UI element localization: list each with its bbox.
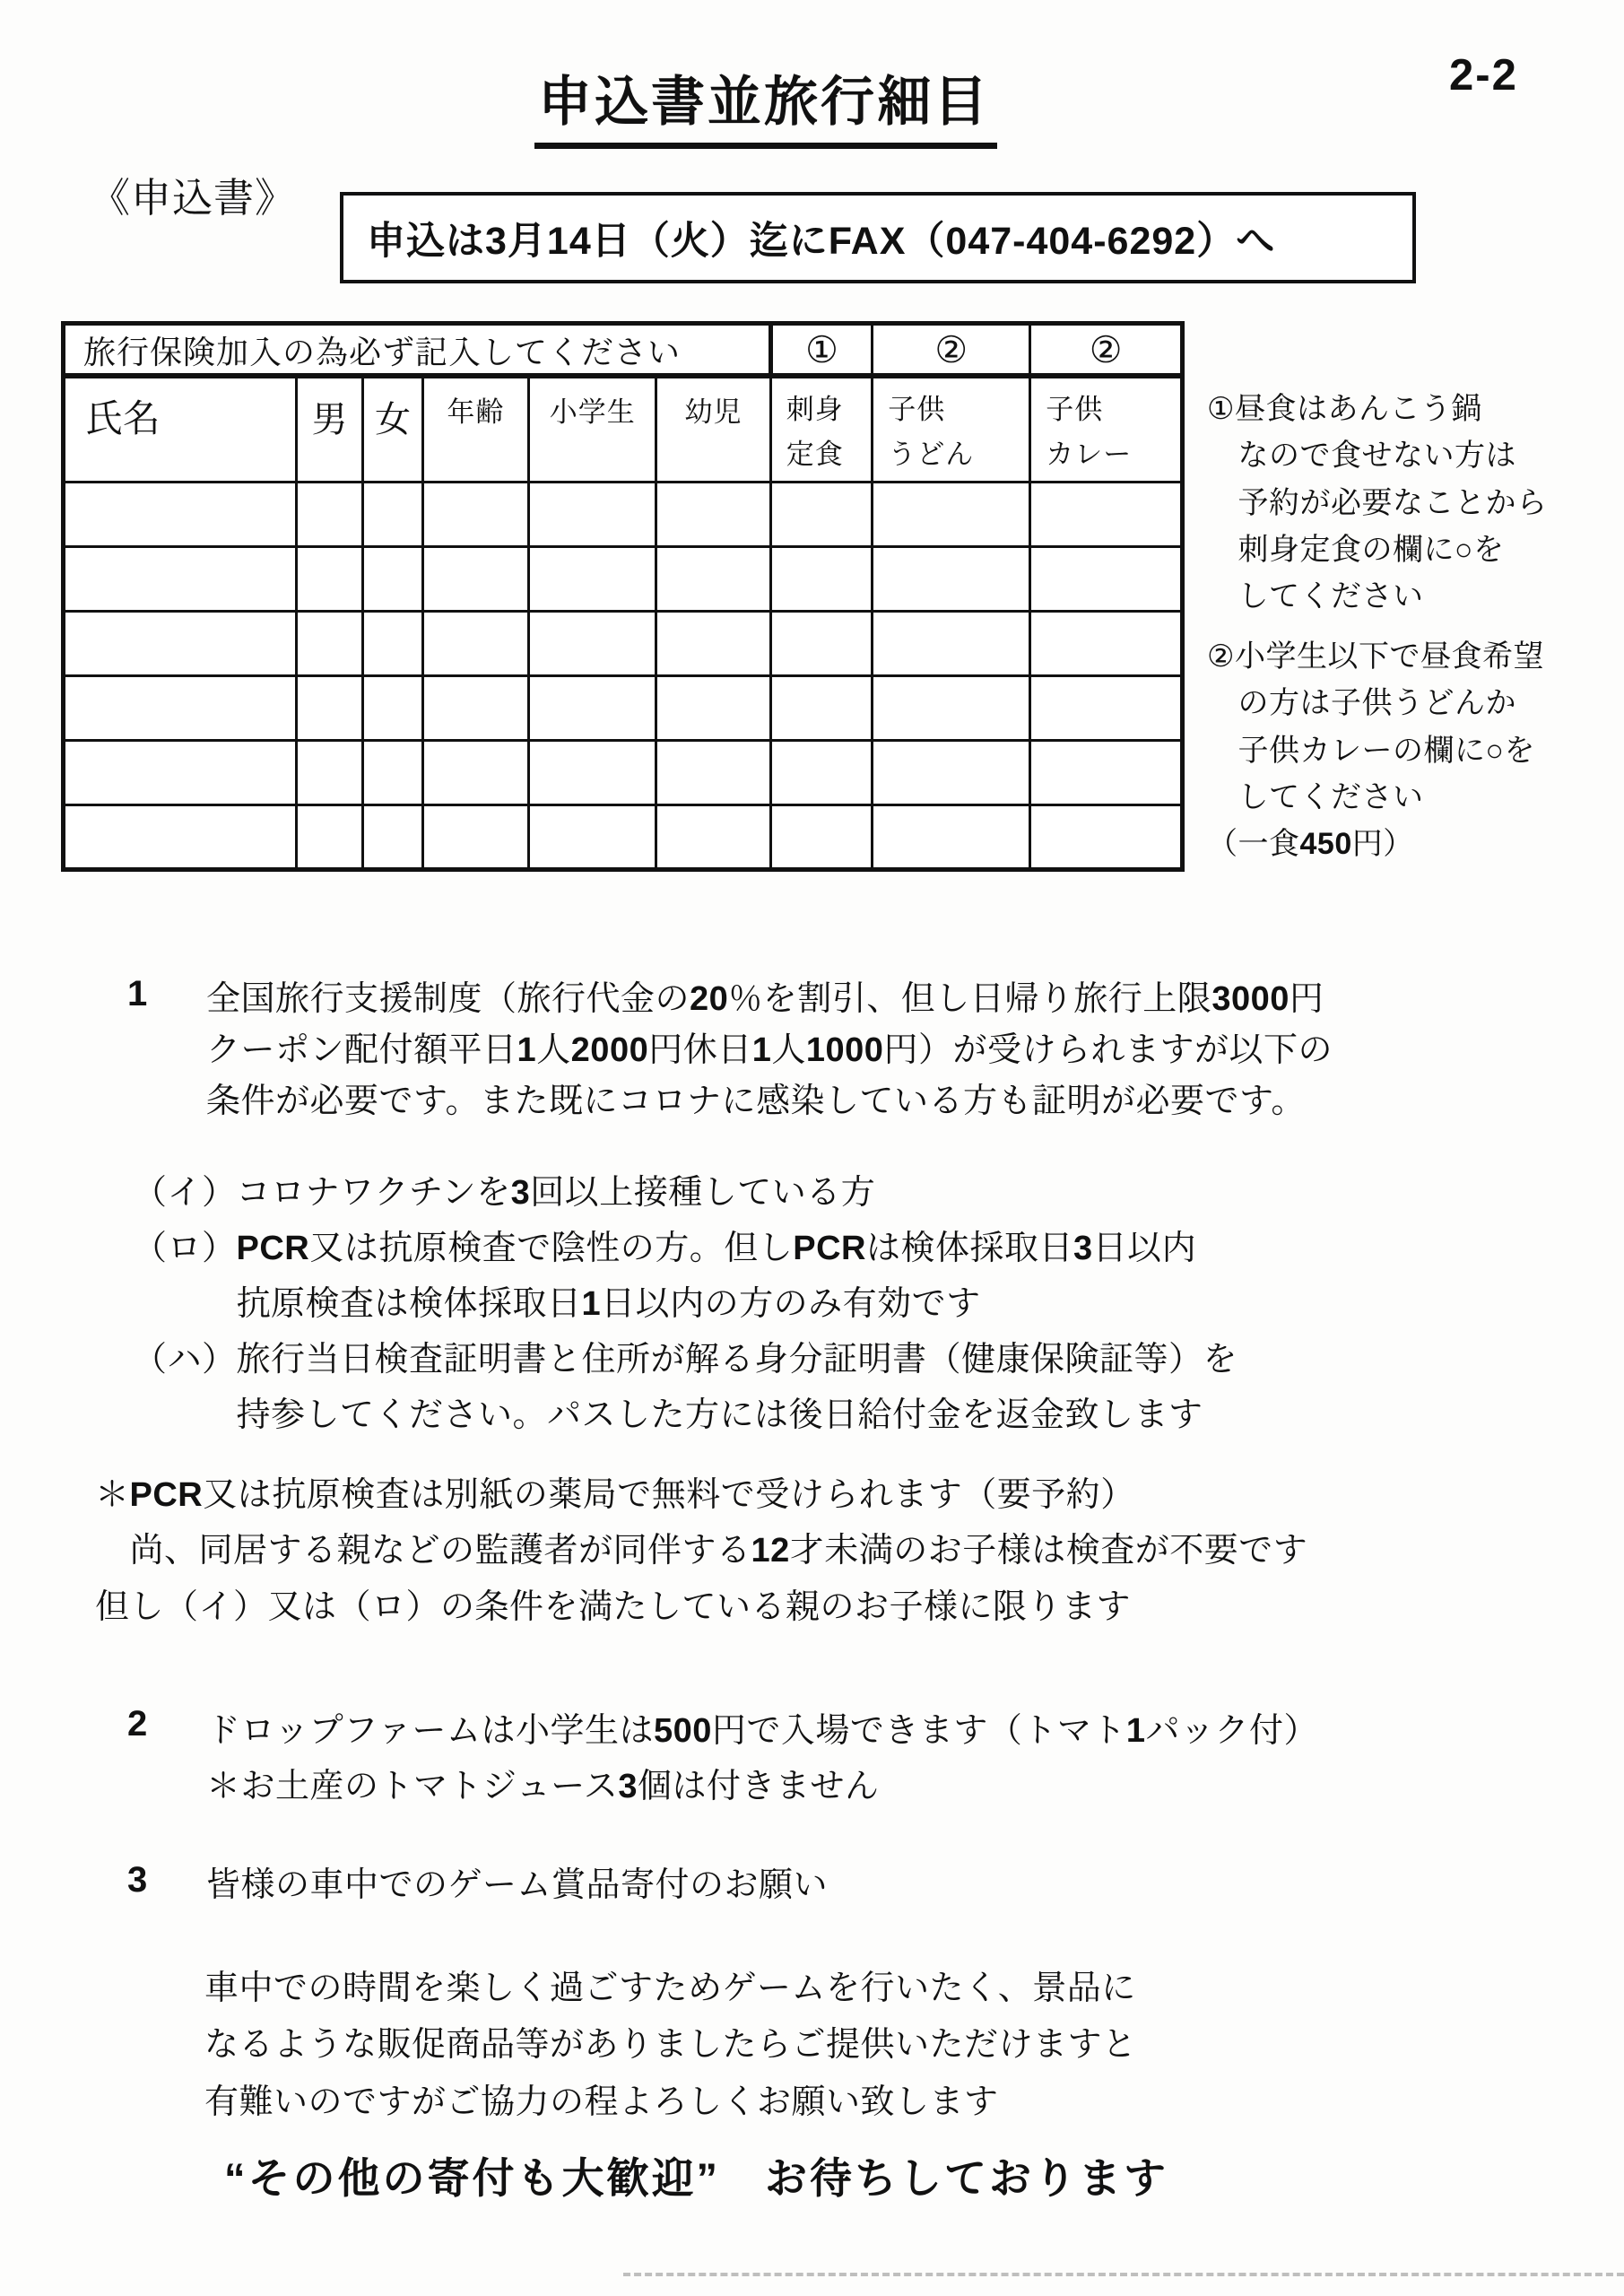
empty-input-cell [422,740,529,804]
column-header-cell: 幼児 [656,376,770,482]
side-note-kids-meal: ②小学生以下で昼食希望 の方は子供うどんか 子供カレーの欄に○を してください （一食450円） [1207,639,1544,862]
page-title: 申込書並旅行細目 [534,59,997,149]
empty-input-cell [296,804,363,869]
empty-input-cell [363,482,422,546]
item-2-drop-farm [127,1704,1318,1814]
empty-input-cell [529,675,656,740]
empty-input-cell [770,740,873,804]
column-header-cell: 男 [296,376,363,482]
item-3-paragraph: 車中での時間を楽しく過ごすためゲームを行いたく、景品に なるような販促商品等がありましたらご提供いただけますと 有難いのですがご協力の程よろしくお願い致します [204,1970,1137,2121]
empty-input-cell [64,804,297,869]
empty-input-cell [529,482,656,546]
item-1-travel-support [127,974,1333,1127]
empty-input-cell [529,546,656,611]
column-header-cell: 氏名 [64,376,297,482]
insurance-note-cell: 旅行保険加入の為必ず記入してください [64,324,771,377]
empty-input-cell [422,611,529,675]
empty-input-cell [363,675,422,740]
item-3-game-prizes [127,1860,828,1911]
table-row [64,740,1183,804]
circle-mark-cell: ① [770,324,873,377]
scan-artifact-line [623,2273,1624,2276]
empty-input-cell [64,675,297,740]
table-row [64,675,1183,740]
empty-input-cell [656,546,770,611]
empty-input-cell [422,804,529,869]
empty-input-cell [296,611,363,675]
pcr-note: ＊PCR又は抗原検査は別紙の薬局で無料で受けられます（要予約） 尚、同居する親などの監護者が同伴する12才未満のお子様は検査が不要です 但し（イ）又は（ロ）の条件を満たしている親のお子様に限ります [95,1476,1308,1626]
empty-input-cell [422,482,529,546]
circle-mark-cell: ② [873,324,1030,377]
empty-input-cell [656,804,770,869]
empty-input-cell [363,740,422,804]
empty-input-cell [64,482,297,546]
empty-input-cell [770,611,873,675]
table-row [64,482,1183,546]
empty-input-cell [873,546,1030,611]
column-header-cell: 小学生 [529,376,656,482]
empty-input-cell [529,611,656,675]
empty-input-cell [363,804,422,869]
circle-mark-cell: ② [1030,324,1183,377]
empty-input-cell [296,675,363,740]
empty-input-cell [873,804,1030,869]
table-row [64,611,1183,675]
empty-input-cell [873,482,1030,546]
item-2-text: ドロップファームは小学生は500円で入場できます（トマト1パック付） ＊お土産のトマトジュース3個は付きません [206,1712,1319,1805]
item-1-number: 1 [127,974,148,1013]
section-heading: 《申込書》 [90,175,297,221]
empty-input-cell [363,611,422,675]
condition-list: （イ）コロナワクチンを3回以上接種している方 （ロ）PCR又は抗原検査で陰性の方。但しPCRは検体採取日3日以内 抗原検査は検体採取日1日以内の方のみ有効です （ハ）旅行当日検査証明書と住所が解る身分証明書（健康保険証等）を 持参してください。パスした方には後日給付金を返金致します [133,1174,1238,1434]
empty-input-cell [529,740,656,804]
empty-input-cell [770,546,873,611]
page-number: 2-2 [1449,51,1518,100]
column-header-cell: 女 [363,376,422,482]
empty-input-cell [1030,482,1183,546]
empty-input-cell [422,546,529,611]
column-header-cell: 年齢 [422,376,529,482]
empty-input-cell [656,482,770,546]
empty-input-cell [873,740,1030,804]
empty-input-cell [1030,675,1183,740]
empty-input-cell [656,611,770,675]
empty-input-cell [770,675,873,740]
column-header-cell: 刺身 定食 [770,376,873,482]
item-3-title: 皆様の車中でのゲーム賞品寄付のお願い [206,1866,829,1904]
side-note-lunch: ①昼食はあんこう鍋 なので食せない方は 予約が必要なことから 刺身定食の欄に○を してください [1207,392,1548,614]
column-header-cell: 子供 カレー [1030,376,1183,482]
item-2-number: 2 [127,1704,148,1744]
empty-input-cell [873,611,1030,675]
empty-input-cell [296,482,363,546]
empty-input-cell [770,804,873,869]
empty-input-cell [1030,804,1183,869]
closing-line: “その他の寄付も大歓迎” お待ちしております [224,2154,1168,2202]
empty-input-cell [64,546,297,611]
empty-input-cell [529,804,656,869]
empty-input-cell [656,740,770,804]
empty-input-cell [422,675,529,740]
item-3-number: 3 [127,1860,148,1900]
table-row [64,546,1183,611]
empty-input-cell [64,611,297,675]
column-header-cell: 子供 うどん [873,376,1030,482]
fax-deadline-notice [340,192,1416,283]
empty-input-cell [64,740,297,804]
fax-deadline-text: 申込は3月14日（火）迄にFAX（047-404-6292）へ [367,219,1276,263]
empty-input-cell [1030,546,1183,611]
empty-input-cell [296,740,363,804]
empty-input-cell [296,546,363,611]
empty-input-cell [1030,611,1183,675]
empty-input-cell [1030,740,1183,804]
empty-input-cell [873,675,1030,740]
empty-input-cell [656,675,770,740]
signup-table [61,321,1185,872]
empty-input-cell [363,546,422,611]
item-1-text: 全国旅行支援制度（旅行代金の20％を割引、但し日帰り旅行上限3000円 クーポン配付額平日1人2000円休日1人1000円）が受けられますが以下の 条件が必要です。また既にコロナに感染している方も証明が必要です。 [206,980,1333,1120]
table-row [64,804,1183,869]
empty-input-cell [770,482,873,546]
